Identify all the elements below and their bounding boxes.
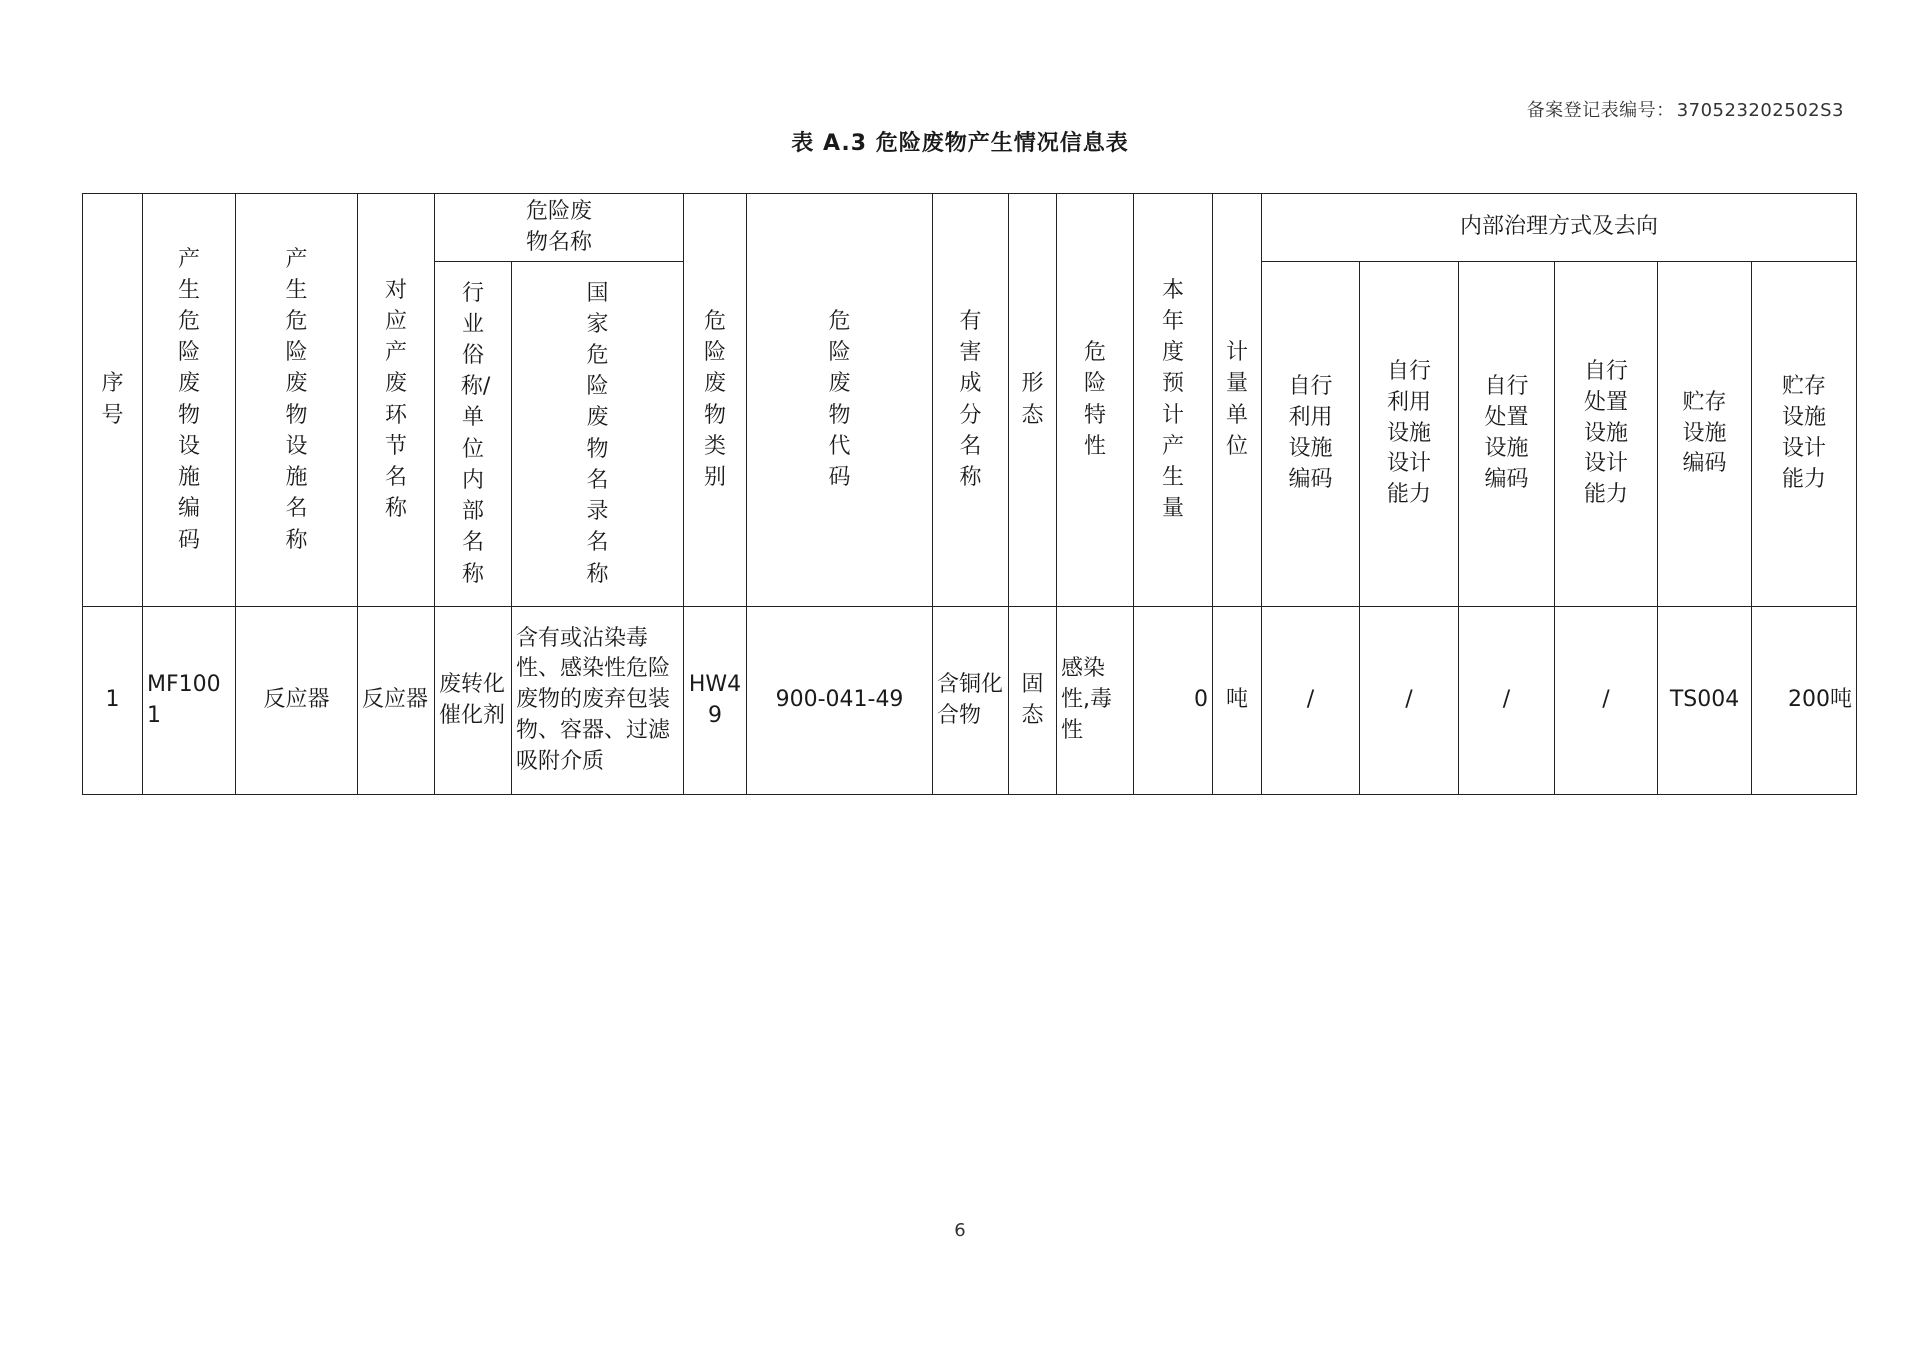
cell-self-dispose-code: / (1459, 607, 1555, 795)
col-header-storage-code: 贮存设施编码 (1658, 262, 1752, 607)
cell-process-name: 反应器 (358, 607, 435, 795)
col-header-industry-name: 行业俗称/单位内部名称 (435, 262, 512, 607)
col-header-harmful-component: 有害成分名称 (933, 194, 1009, 607)
col-header-seq: 序号 (83, 194, 143, 607)
hazardous-waste-table (82, 193, 1857, 795)
col-header-code: 危险废物代码 (747, 194, 933, 607)
col-header-treatment-group: 内部治理方式及去向 (1262, 194, 1857, 262)
cell-unit: 吨 (1213, 607, 1262, 795)
cell-facility-name: 反应器 (236, 607, 358, 795)
registration-number (1527, 96, 1844, 122)
col-header-national-name: 国家危险废物名录名称 (512, 262, 684, 607)
cell-self-use-capacity: / (1360, 607, 1459, 795)
col-header-self-use-capacity: 自行利用设施设计能力 (1360, 262, 1459, 607)
col-header-annual-amount: 本年度预计产生量 (1134, 194, 1213, 607)
cell-self-use-code: / (1262, 607, 1360, 795)
col-header-process-name: 对应产废环节名称 (358, 194, 435, 607)
col-header-facility-name: 产生危险废物设施名称 (236, 194, 358, 607)
col-header-self-dispose-code: 自行处置设施编码 (1459, 262, 1555, 607)
cell-annual-amount: 0 (1134, 607, 1213, 795)
cell-facility-code: MF1001 (143, 607, 236, 795)
col-header-hazard: 危险特性 (1057, 194, 1134, 607)
cell-harmful-component: 含铜化合物 (933, 607, 1009, 795)
hazardous-waste-table-wrapper (82, 193, 1856, 795)
cell-national-name: 含有或沾染毒性、感染性危险废物的废弃包装物、容器、过滤吸附介质 (512, 607, 684, 795)
cell-self-dispose-capacity: / (1555, 607, 1658, 795)
col-header-form: 形态 (1009, 194, 1057, 607)
col-header-facility-code: 产生危险废物设施编码 (143, 194, 236, 607)
page-title: 表 A.3 危险废物产生情况信息表 (791, 131, 1129, 156)
cell-seq: 1 (83, 607, 143, 795)
registration-value: 370523202502S3 (1676, 100, 1844, 121)
cell-storage-code: TS004 (1658, 607, 1752, 795)
col-header-storage-capacity: 贮存设施设计能力 (1752, 262, 1857, 607)
col-header-self-dispose-capacity: 自行处置设施设计能力 (1555, 262, 1658, 607)
cell-form: 固态 (1009, 607, 1057, 795)
col-header-category: 危险废物类别 (684, 194, 747, 607)
header-row-1 (83, 194, 1857, 262)
table-row (83, 607, 1857, 795)
registration-label: 备案登记表编号： (1526, 100, 1675, 121)
col-header-self-use-code: 自行利用设施编码 (1262, 262, 1360, 607)
cell-industry-name: 废转化催化剂 (435, 607, 512, 795)
col-header-unit: 计量单位 (1213, 194, 1262, 607)
cell-code: 900-041-49 (747, 607, 933, 795)
page-number: 6 (954, 1220, 966, 1241)
cell-hazard: 感染性,毒性 (1057, 607, 1134, 795)
cell-storage-capacity: 200吨 (1752, 607, 1857, 795)
col-header-waste-name-group: 危险废物名称 (435, 194, 684, 262)
cell-category: HW49 (684, 607, 747, 795)
